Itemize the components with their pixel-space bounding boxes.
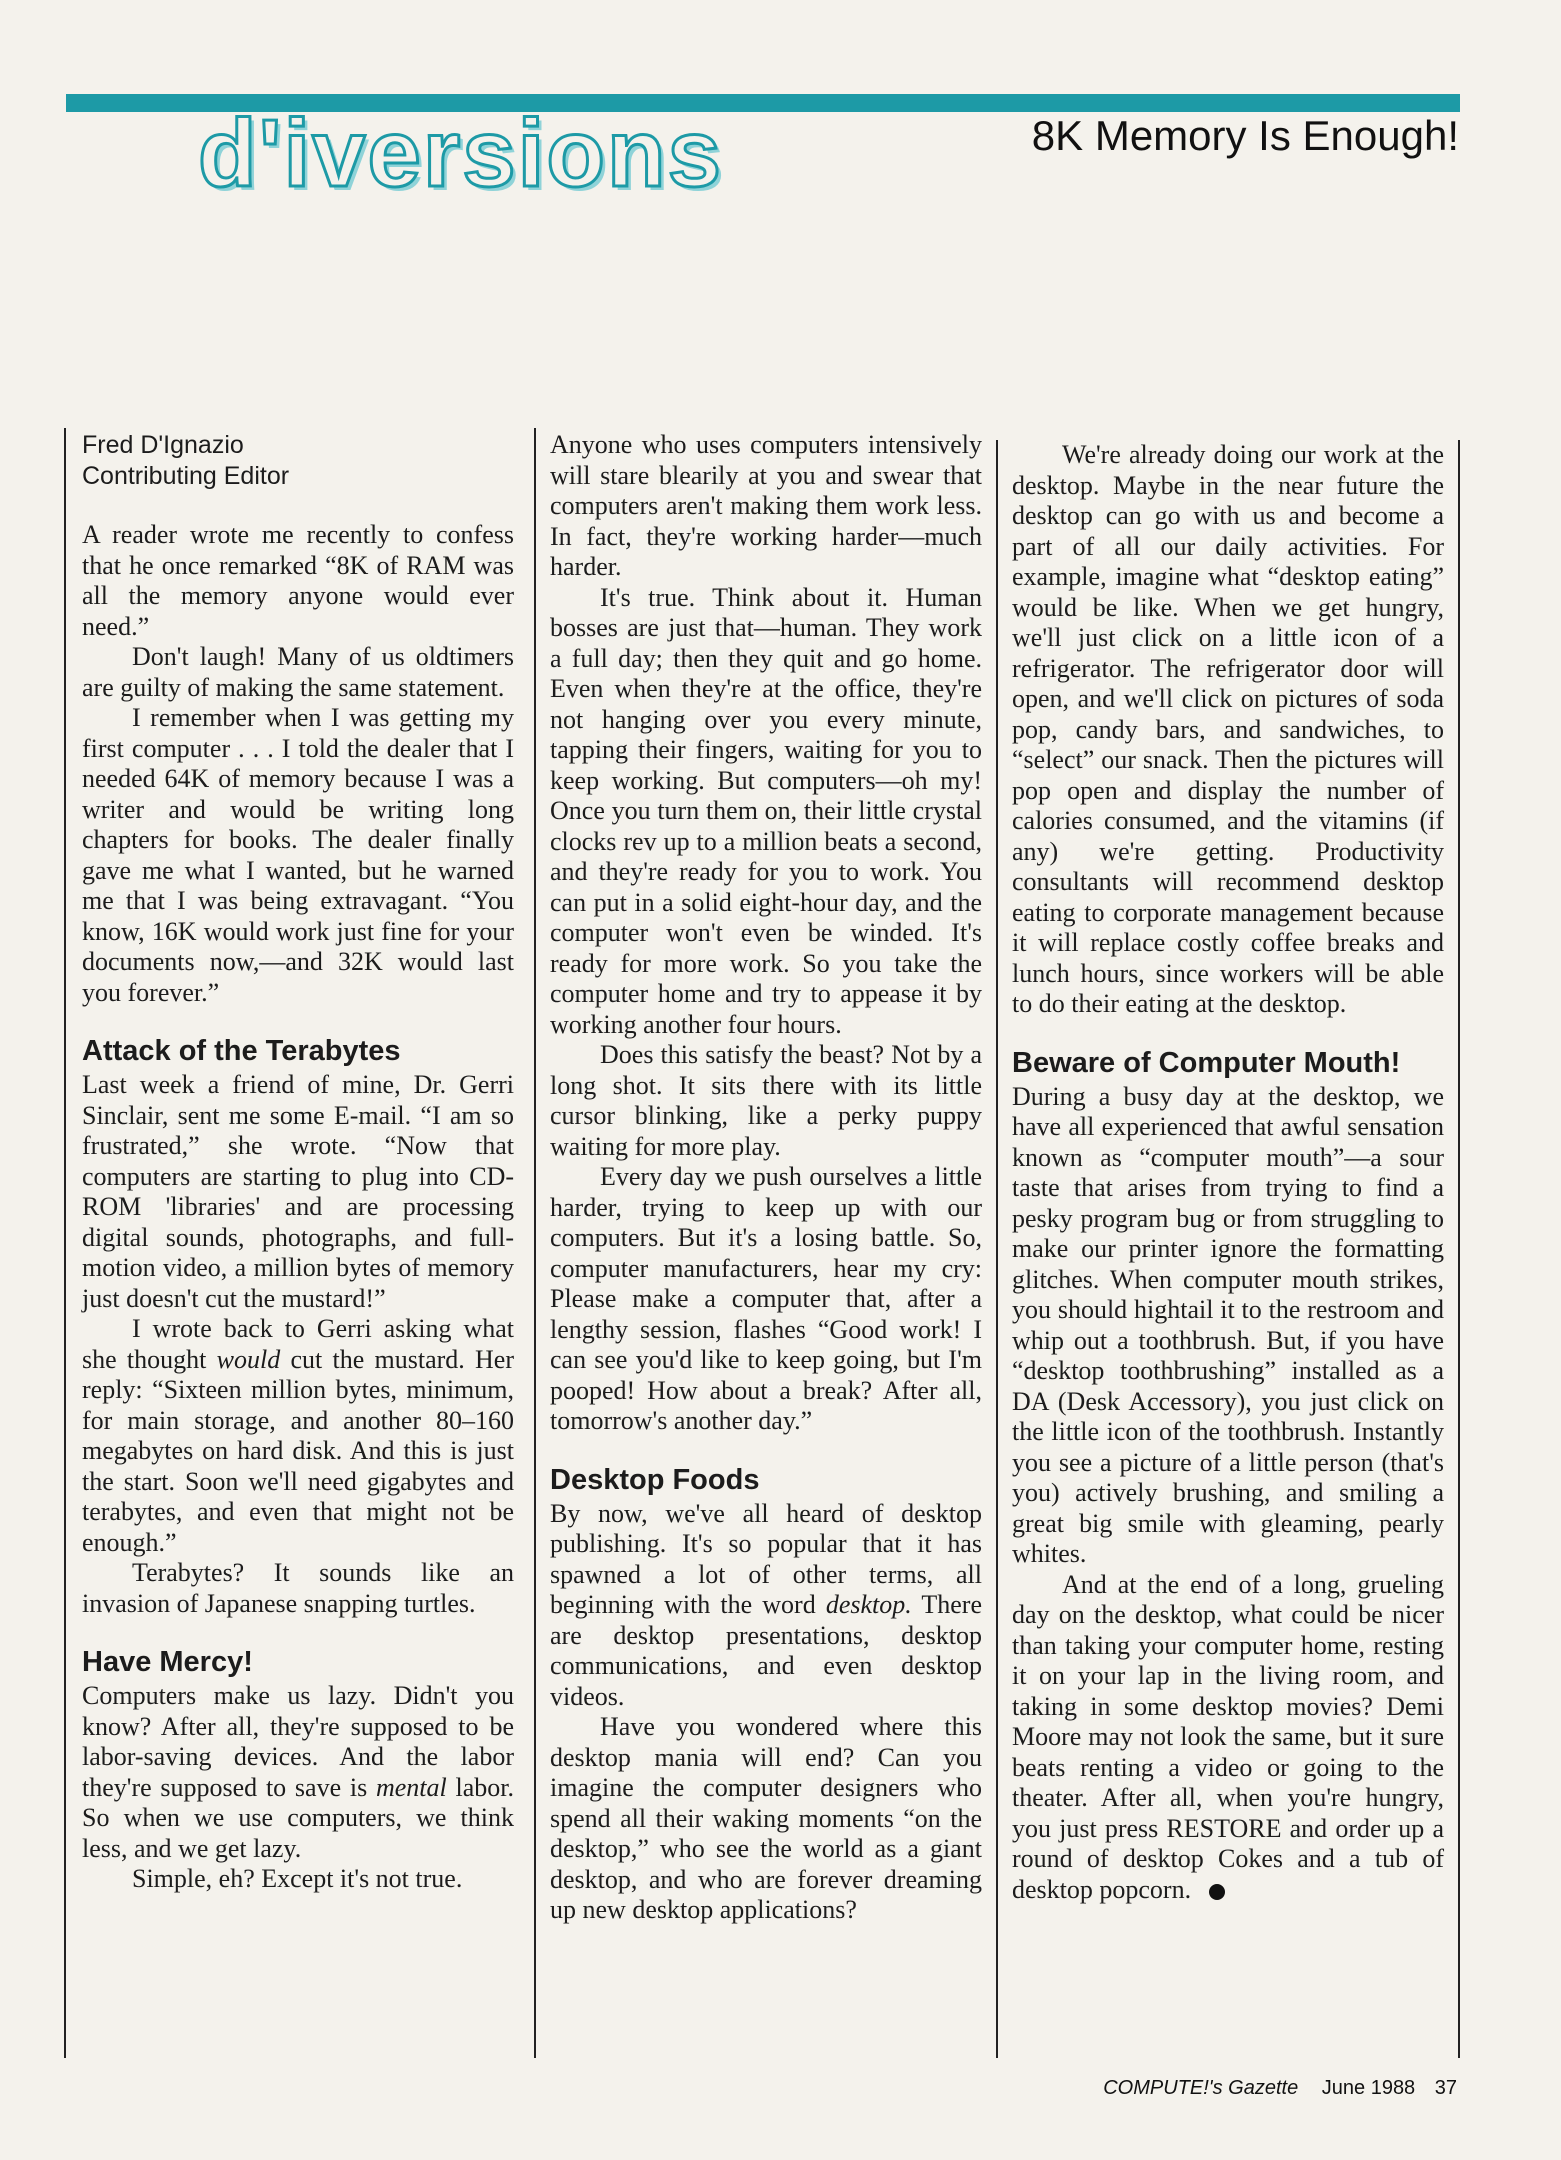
column-rule-right [1458, 440, 1460, 2058]
end-mark-icon [1209, 1884, 1225, 1900]
paragraph: Every day we push ourselves a little harder, trying to keep up with our computers. But it's a losing battle. So, computer manufacturers, hear my cry: Please make a computer that, after a lengthy session, flashes “Good work! I can see you'd like to keep going, but I'm pooped! How about a break? After all, tomorrow's another day.” [550, 1162, 982, 1435]
paragraph: Don't laugh! Many of us oldtimers are guilty of making the same statement. [82, 642, 514, 702]
paragraph: Computers make us lazy. Didn't you know? After all, they're supposed to be labor-saving devices. And the labor they're supposed to save is mental labor. So when we use computers, we think less, and we get lazy. [82, 1681, 514, 1863]
paragraph: Have you wondered where this desktop mania will end? Can you imagine the computer designers who spend all their waking moments “on the desktop,” who see the world as a giant desktop, and who are forever dreaming up new desktop applications? [550, 1712, 982, 1924]
column-rule-left [64, 428, 66, 2058]
paragraph: Does this satisfy the beast? Not by a long shot. It sits there with its little cursor blinking, like a perky puppy waiting for more play. [550, 1040, 982, 1161]
paragraph: We're already doing our work at the desktop. Maybe in the near future the desktop can go with us and become a part of all our daily activities. For example, imagine what “desktop eating” would be like. When we get hungry, we'll just click on a little icon of a refrigerator. The refrigerator door will open, and we'll click on pictures of soda pop, candy bars, and sandwiches, to “select” our snack. Then the pictures will pop open and display the number of calories consumed, and the vitamins (if any) we're getting. Productivity consultants will recommend desktop eating to corporate management because it will replace costly coffee breaks and lunch hours, since workers will be able to do their eating at the desktop. [1012, 440, 1444, 1018]
byline [82, 430, 514, 492]
subheading-computer-mouth: Beware of Computer Mouth! [1012, 1046, 1401, 1079]
subheading-mercy: Have Mercy! [82, 1646, 253, 1678]
column-3 [1012, 440, 1444, 1905]
author-role: Contributing Editor [82, 462, 290, 490]
issue-date: June 1988 [1321, 2077, 1416, 2099]
column-1 [82, 430, 514, 1895]
paragraph: Anyone who uses computers intensively will stare blearily at you and swear that computers aren't making them work less. In fact, they're working harder—much harder. [550, 430, 982, 581]
column-rule-middle-left [534, 428, 536, 2058]
paragraph: Simple, eh? Except it's not true. [132, 1864, 463, 1893]
paragraph: It's true. Think about it. Human bosses are just that—human. They work a full day; then they quit and go home. Even when they're at the office, they're not hanging over you every minute, tapping their fingers, waiting for you to keep working. But computers—oh my! Once you turn them on, their little crystal clocks rev up to a million beats a second, and they're ready for you to work. You can put in a solid eight-hour day, and the computer won't even be winded. It's ready for more work. So you take the computer home and try to appease it by working another four hours. [550, 582, 982, 1039]
magazine-name: COMPUTE!'s Gazette [1103, 2077, 1299, 2099]
page-number: 37 [1434, 2077, 1457, 2099]
paragraph: I remember when I was getting my first computer . . . I told the dealer that I needed 64K of memory because I was a writer and would be writing long chapters for books. The dealer finally gave me what I wanted, but he warned me that I was being extravagant. “You know, 16K would work just fine for your documents now,—and 32K would last you forever.” [82, 703, 514, 1007]
subheading-desktop-foods: Desktop Foods [550, 1463, 760, 1496]
paragraph: Last week a friend of mine, Dr. Gerri Sinclair, sent me some E-mail. “I am so frustrated,” she wrote. “Now that computers are starting to plug into CD-ROM 'libraries' and are processing digital sounds, photographs, and full-motion video, a million bytes of memory just doesn't cut the mustard!” [82, 1070, 514, 1313]
paragraph: I wrote back to Gerri asking what she thought would cut the mustard. Her reply: “Sixteen million bytes, minimum, for main storage, and another 80–160 megabytes on hard disk. And this is just the start. Soon we'll need gigabytes and terabytes, and even that might not be enough.” [82, 1314, 514, 1557]
paragraph: And at the end of a long, grueling day on the desktop, what could be nicer than taking your computer home, resting it on your lap in the living room, and taking in some desktop movies? Demi Moore may not look the same, but it sure beats renting a video or going to the theater. After all, when you're hungry, you just press RESTORE and order up a round of desktop Cokes and a tub of desktop popcorn. [1012, 1569, 1444, 1904]
subheading-terabytes: Attack of the Terabytes [82, 1035, 401, 1067]
page-footer [1103, 2077, 1457, 2100]
article-title: 8K Memory Is Enough! [1031, 112, 1459, 159]
paragraph: During a busy day at the desktop, we have all experienced that awful sensation known as “computer mouth”—a sour taste that arises from trying to find a pesky program bug or from struggling to make our printer ignore the formatting glitches. When computer mouth strikes, you should hightail it to the restroom and whip out a toothbrush. But, if you have “desktop toothbrushing” installed as a DA (Desk Accessory), you just click on the little icon of the toothbrush. Instantly you see a picture of a little person (that's you) actively brushing, and smiling a great big smile with gleaming, pearly whites. [1012, 1081, 1444, 1568]
section-logo: d'iversions [198, 100, 724, 207]
paragraph: Terabytes? It sounds like an invasion of Japanese snapping turtles. [82, 1558, 514, 1618]
column-2 [550, 430, 982, 1926]
author-name: Fred D'Ignazio [82, 431, 244, 459]
paragraph: A reader wrote me recently to confess that he once remarked “8K of RAM was all the memory anyone would ever need.” [82, 520, 514, 641]
paragraph: By now, we've all heard of desktop publishing. It's so popular that it has spawned a lot of other terms, all beginning with the word desktop. There are desktop presentations, desktop communications, and even desktop videos. [550, 1498, 982, 1711]
column-rule-middle-right [996, 440, 998, 2058]
